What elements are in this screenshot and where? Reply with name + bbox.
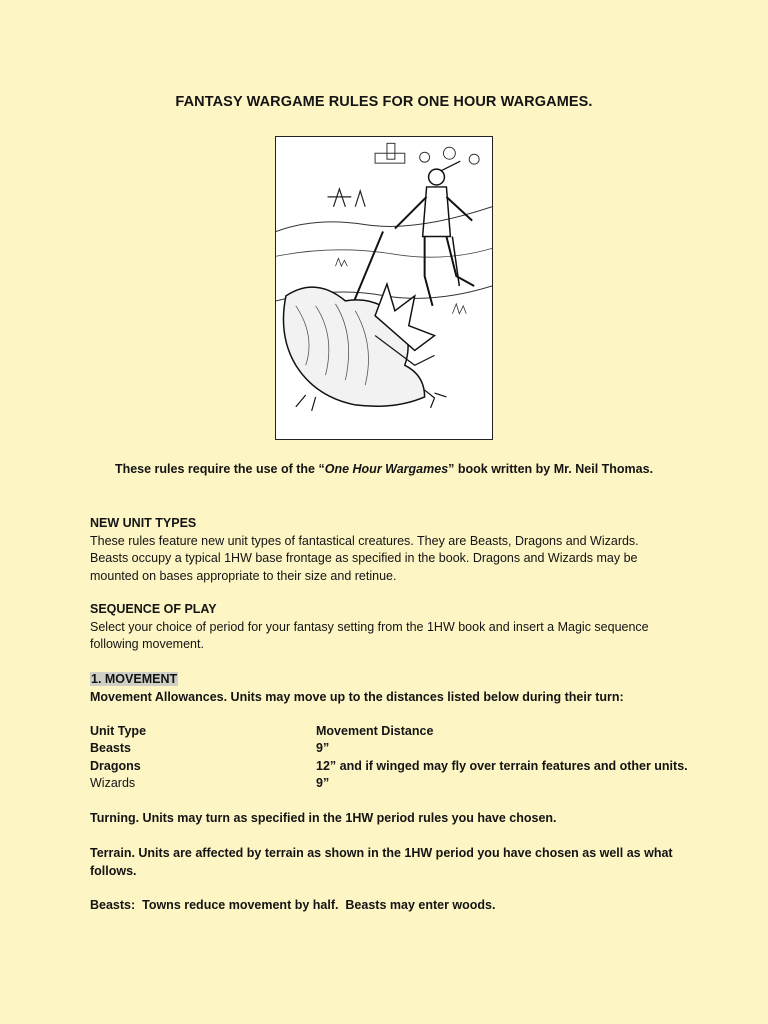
new-unit-types-line-2: Beasts occupy a typical 1HW base frontage as specified in the book. Dragons and Wizards may be [90,551,638,565]
new-unit-types-line-1: These rules feature new unit types of fantastical creatures. They are Beasts, Dragons and Wizards. [90,533,639,548]
table-row-wizards-unit: Wizards [90,776,136,790]
new-unit-types-section [90,515,690,585]
table-row-dragons-unit: Dragons [90,759,141,773]
terrain-text-line-1: Units are affected by terrain as shown in the 1HW period you have chosen as well as what [134,846,673,860]
sequence-of-play-section [90,601,690,654]
terrain-label: Terrain. [90,846,135,860]
movement-section [90,671,690,706]
intro-paragraph [0,462,768,476]
beasts-label: Beasts: [90,898,136,912]
table-row-beasts-distance: 9” [316,741,330,755]
table-row-beasts-unit: Beasts [90,741,131,755]
movement-heading: 1. MOVEMENT [91,672,178,686]
turning-text: Units may turn as specified in the 1HW period rules you have chosen. [139,811,557,825]
table-header-unit-type: Unit Type [90,724,147,738]
terrain-paragraph [90,845,690,880]
intro-text-after: ” book written by Mr. Neil Thomas. [448,462,654,476]
sequence-of-play-line-1: Select your choice of period for your fantasy setting from the 1HW book and insert a Magic sequence [90,619,649,634]
intro-book-title: One Hour Wargames [324,462,449,476]
table-row-wizards-distance: 9” [316,776,330,790]
page-title: FANTASY WARGAME RULES FOR ONE HOUR WARGAMES. [175,94,593,110]
turning-label: Turning. [90,811,140,825]
sequence-of-play-line-2: following movement. [90,637,204,651]
beasts-paragraph [90,897,690,915]
beasts-text: Towns reduce movement by half. Beasts may enter woods. [135,898,496,912]
turning-paragraph [90,810,690,828]
illustration-drawing [276,137,492,439]
new-unit-types-line-3: mounted on bases appropriate to their size and retinue. [90,568,397,583]
table-row-dragons-distance: 12” and if winged may fly over terrain features and other units. [316,759,688,773]
knight-and-dragon-illustration [275,136,493,440]
terrain-text-line-2: follows. [90,863,137,878]
table-header-movement-distance: Movement Distance [316,724,434,738]
intro-text-before: These rules require the use of the “ [114,462,325,476]
sequence-of-play-heading: SEQUENCE OF PLAY [90,602,217,616]
movement-allowances-text: Movement Allowances. Units may move up to the distances listed below during their turn: [90,689,624,704]
new-unit-types-heading: NEW UNIT TYPES [90,516,197,530]
